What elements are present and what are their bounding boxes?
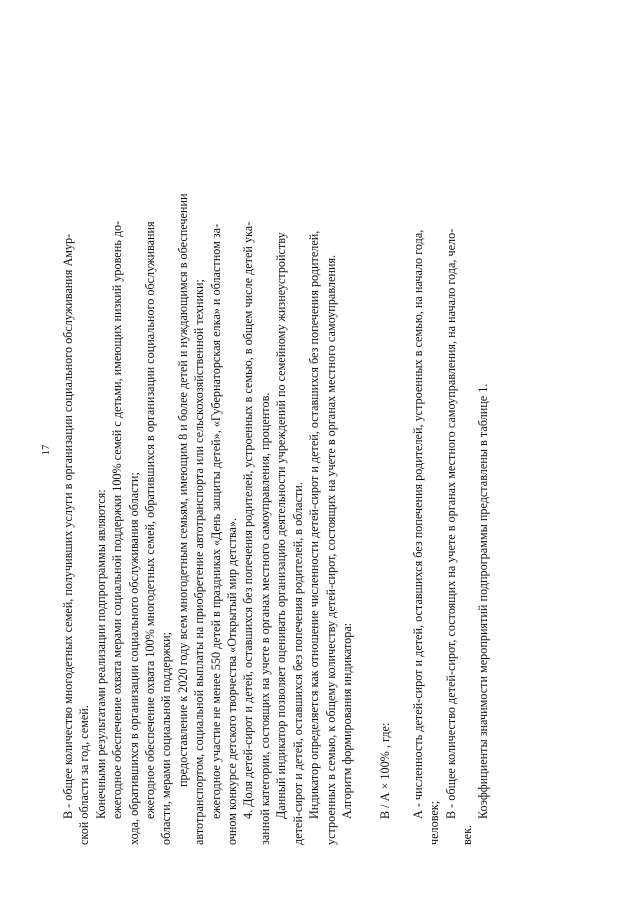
text-line: человек;	[427, 800, 442, 845]
text-line: В - общее количество детей-сирот, состоящих на учете в органах местного самоуправления, на начало года, чело-	[443, 228, 458, 819]
text-line: ежегодное обеспечение охвата мерами социальной поддержки 100% семей с детьми, имеющих низкий уровень до-	[110, 220, 125, 819]
text-line: ежегодное участие не менее 550 детей в праздниках «День защиты детей», «Губернаторская елка» и областном за-	[208, 223, 223, 819]
spacer	[394, 55, 410, 845]
text-line: ежегодное обеспечение охвата 100% многодетных семей, обратившихся в организации социального обслуживания	[143, 221, 158, 819]
text-line: А - численность детей-сирот и детей, оставшихся без попечения родителей, устроенных в семью, на начало года,	[410, 229, 425, 819]
text-line: очном конкурсе детского творчества «Открытый мир детства».	[225, 517, 240, 845]
text-line: 4. Доля детей-сирот и детей, оставшихся без попечения родителей, устроенных в семью, в общем числе детей ука-	[241, 221, 256, 819]
text-line: Индикатор определяется как отношение численности детей-сирот и детей, оставшихся без попечения родителей,	[307, 230, 322, 819]
spacer	[355, 55, 377, 845]
formula: В / А × 100% , где:	[378, 722, 393, 819]
text-line: детей-сирот и детей, оставшихся без попечения родителей, в области.	[290, 482, 305, 845]
text-line: предоставление к 2020 году всем многодетным семьям, имеющим 8 и более детей и нуждающимся в обеспечении	[175, 193, 190, 787]
page-number: 17	[40, 444, 52, 456]
definitions-text	[410, 55, 492, 845]
text-line: Коэффициенты значимости мероприятий подпрограммы представлены в таблице 1.	[476, 383, 491, 819]
text-line: ской области за год, семей.	[77, 705, 92, 845]
text-line: Алгоритм формирования индикатора:	[339, 622, 354, 819]
text-line: занной категории, состоящих на учете в органах местного самоуправления, процентов.	[257, 392, 272, 845]
text-line: В - общее количество многодетных семей, получивших услуги в организации социального обслуживания Амур-	[61, 233, 75, 819]
body-text	[60, 55, 355, 845]
text-line: Данный индикатор позволяет оценивать организацию деятельности учреждений по семейному жизнеустройству	[274, 232, 289, 819]
text-line: Конечными результатами реализации подпрограммы являются:	[93, 489, 108, 819]
text-line: области, мерами социальной поддержки;	[159, 631, 174, 845]
rotated-text-block	[40, 55, 580, 845]
text-line: устроенных в семью, к общему количеству детей-сирот, состоящих на учете в органах местного самоуправления.	[323, 254, 338, 845]
text-line: хода, обратившихся в организации социального обслуживания области;	[126, 472, 141, 845]
text-line: автотранспортом, социальной выплаты на приобретение автотранспорта или сельскохозяйственной техники;	[192, 279, 207, 845]
text-line: век.	[459, 824, 474, 845]
